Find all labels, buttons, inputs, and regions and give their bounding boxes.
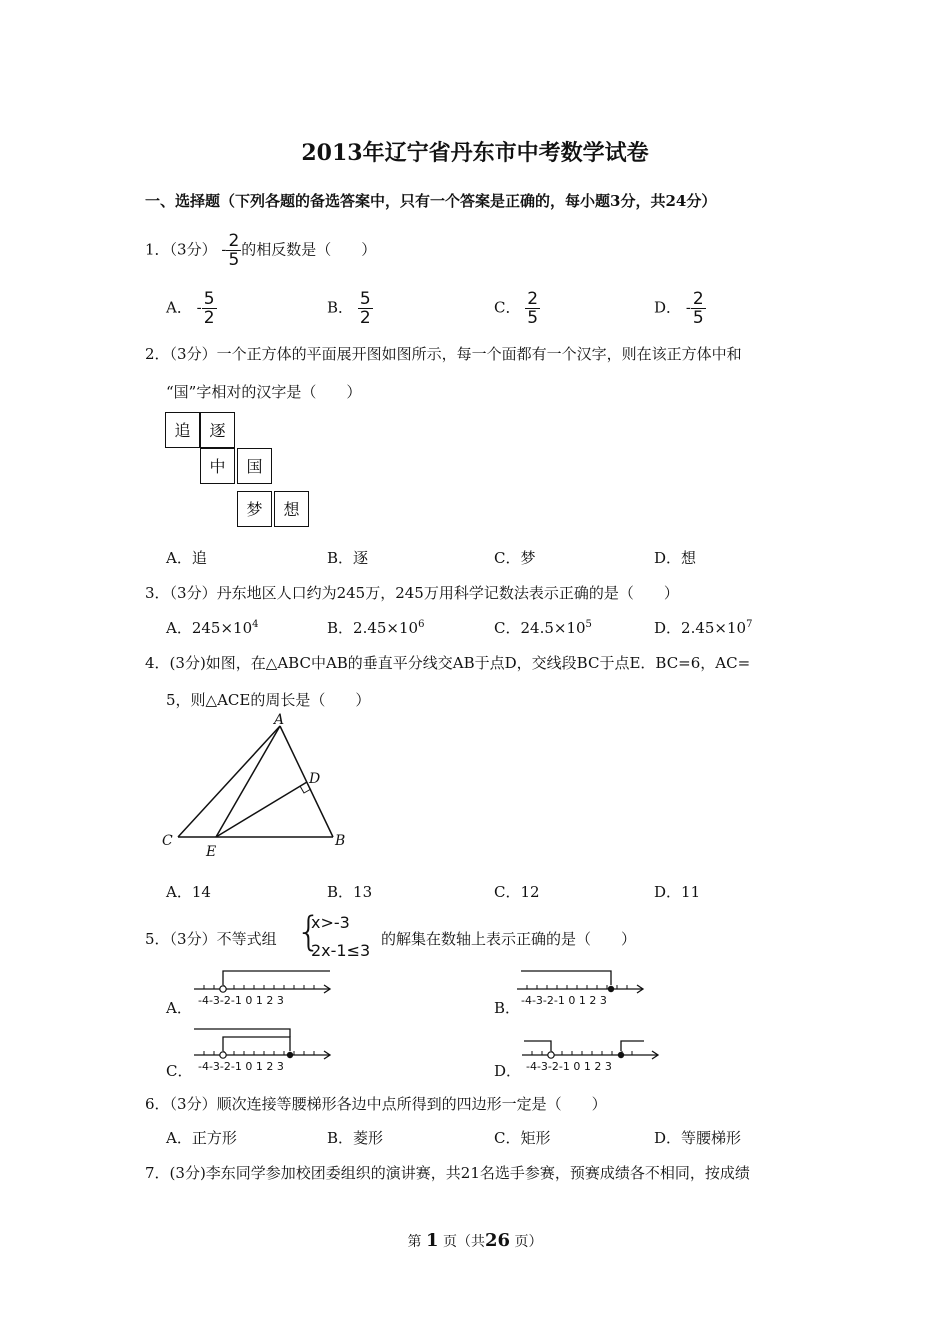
svg-text:-4-3-2-1 0 1 2 3: -4-3-2-1 0 1 2 3	[198, 1060, 284, 1073]
triangle-figure	[150, 712, 360, 862]
question-4-line2: 5，则△ACE的周长是（ ）	[166, 691, 371, 709]
question-5-prefix: 5．（3分）不等式组	[145, 930, 277, 948]
label-b: B	[335, 833, 346, 849]
side-ac	[178, 726, 280, 837]
q5-number-line-c[interactable]	[192, 1026, 337, 1078]
question-3: 3．（3分）丹东地区人口约为245万，245万用科学记数法表示正确的是（ ）	[145, 584, 679, 602]
cube-cell-6: 想	[274, 491, 309, 527]
q6-option-a[interactable]: A．正方形	[166, 1129, 237, 1147]
segment-de	[216, 782, 307, 837]
svg-text:-4-3-2-1 0 1 2 3: -4-3-2-1 0 1 2 3	[526, 1060, 612, 1073]
q3-option-c[interactable]: C．$24.5\times 10^5$	[494, 619, 592, 637]
q5-number-line-d[interactable]	[520, 1034, 665, 1080]
question-6: 6．（3分）顺次连接等腰梯形各边中点所得到的四边形一定是（ ）	[145, 1095, 607, 1113]
total-pages: 26	[484, 1230, 511, 1251]
q3-option-a[interactable]: A．$245\times 10^4$	[166, 619, 259, 637]
label-a: A	[274, 712, 285, 728]
question-7: 7．(3分)李东同学参加校团委组织的演讲赛，共21名选手参赛，预赛成绩各不相同，按成绩	[145, 1164, 750, 1182]
q1-suffix: 的相反数是（ ）	[241, 240, 377, 259]
q3-option-b[interactable]: B．$2.45\times 10^6$	[327, 619, 425, 637]
q3-option-d[interactable]: D．$2.45\times 10^7$	[654, 619, 753, 637]
q5-number-line-a[interactable]	[192, 968, 337, 1016]
question-1	[145, 232, 376, 269]
label-d: D	[309, 771, 321, 787]
q2-option-a[interactable]: A．追	[166, 549, 207, 567]
q5-option-a-label[interactable]: A．	[166, 999, 192, 1017]
svg-text:-4-3-2-1 0 1 2 3: -4-3-2-1 0 1 2 3	[521, 994, 607, 1007]
section-heading: 一、选择题（下列各题的备选答案中，只有一个答案是正确的，每小题3分，共24分）	[145, 192, 717, 210]
svg-text:-4-3-2-1 0 1 2 3: -4-3-2-1 0 1 2 3	[198, 994, 284, 1007]
q6-option-d[interactable]: D．等腰梯形	[654, 1129, 742, 1147]
q4-option-c[interactable]: C．12	[494, 883, 540, 901]
inequality-1: x>-3	[311, 913, 350, 932]
q1-fraction: $\frac{2}{5}$	[228, 231, 240, 270]
q1-minus: -	[221, 240, 227, 259]
inequality-2: 2x-1≤3	[311, 941, 371, 960]
q1-option-c[interactable]: C． $\frac{2}{5}$	[494, 289, 539, 328]
q5-option-b-label[interactable]: B．	[494, 999, 521, 1017]
q1-prefix: 1．（3分）	[145, 240, 217, 259]
cube-cell-2: 逐	[200, 412, 235, 448]
q5-option-d-label[interactable]: D．	[494, 1062, 522, 1080]
label-e: E	[206, 844, 217, 860]
segment-ae	[216, 726, 280, 837]
q4-option-a[interactable]: A．14	[166, 883, 211, 901]
q5-option-c-label[interactable]: C．	[166, 1062, 193, 1080]
page-number: 1	[425, 1230, 439, 1251]
brace-glyph: {	[296, 909, 322, 955]
q6-option-c[interactable]: C．矩形	[494, 1129, 551, 1147]
page-title: 2013年辽宁省丹东市中考数学试卷	[301, 140, 649, 166]
question-2-line1: 2．（3分）一个正方体的平面展开图如图所示，每一个面都有一个汉字，则在该正方体中和	[145, 345, 742, 363]
q1-option-a[interactable]: A． - $\frac{5}{2}$	[166, 289, 215, 328]
q4-option-b[interactable]: B．13	[327, 883, 373, 901]
q6-option-b[interactable]: B．菱形	[327, 1129, 384, 1147]
cube-cell-4: 国	[237, 448, 272, 484]
question-4-line1: 4．(3分)如图，在△ABC中AB的垂直平分线交AB于点D，交线段BC于点E．BC=6，AC=	[145, 654, 751, 672]
question-2-line2: “国”字相对的汉字是（ ）	[166, 383, 362, 401]
cube-cell-5: 梦	[237, 491, 272, 527]
q2-option-c[interactable]: C．梦	[494, 549, 536, 567]
cube-cell-3: 中	[200, 448, 235, 484]
q1-option-d[interactable]: D． - $\frac{2}{5}$	[654, 289, 704, 328]
page-footer: 第 1 页（共26 页）	[407, 1230, 543, 1251]
cube-cell-1: 追	[165, 412, 200, 448]
q2-option-b[interactable]: B．逐	[327, 549, 369, 567]
q5-number-line-b[interactable]	[515, 968, 660, 1016]
label-c: C	[162, 833, 173, 849]
question-5-suffix: 的解集在数轴上表示正确的是（ ）	[381, 930, 637, 948]
q1-option-b[interactable]: B． $\frac{5}{2}$	[327, 289, 371, 328]
q2-option-d[interactable]: D．想	[654, 549, 697, 567]
q4-option-d[interactable]: D．11	[654, 883, 701, 901]
